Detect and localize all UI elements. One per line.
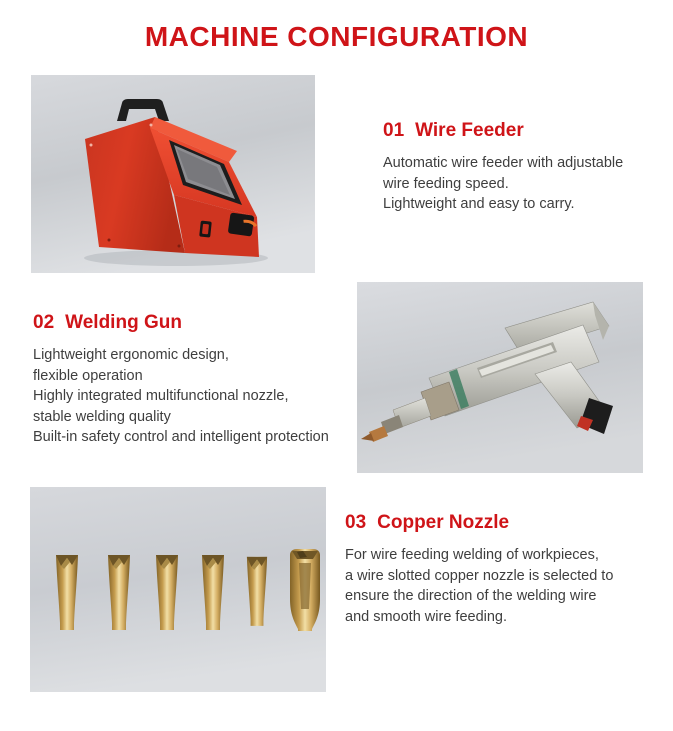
section-description — [383, 153, 661, 215]
section-welding-gun — [33, 311, 363, 448]
description-line: wire feeding speed. — [383, 175, 509, 192]
section-heading-welding-gun — [33, 311, 363, 335]
description-line: and smooth wire feeding. — [345, 608, 508, 625]
description-line: stable welding quality — [33, 408, 171, 425]
description-line: flexible operation — [33, 367, 143, 384]
section-description — [33, 345, 363, 448]
section-wire-feeder — [383, 119, 661, 215]
section-heading-wire-feeder — [383, 119, 661, 143]
section-number: 03 — [345, 512, 367, 533]
description-line: Lightweight ergonomic design, — [33, 347, 229, 363]
welding-gun-illustration — [357, 282, 643, 473]
section-heading-copper-nozzle — [345, 511, 660, 535]
section-description — [345, 545, 660, 627]
section-title: Wire Feeder — [415, 120, 524, 141]
section-number: 01 — [383, 120, 405, 141]
wire-feeder-photo — [31, 75, 315, 273]
description-line: For wire feeding welding of workpieces, — [345, 547, 599, 563]
section-title: Copper Nozzle — [377, 512, 510, 533]
wire-feeder-illustration — [31, 75, 315, 273]
description-line: Automatic wire feeder with adjustable — [383, 155, 624, 171]
section-copper-nozzle — [345, 511, 660, 627]
description-line: a wire slotted copper nozzle is selected to — [345, 567, 614, 584]
copper-nozzle-photo — [30, 487, 326, 692]
description-line: Lightweight and easy to carry. — [383, 196, 575, 212]
section-title: Welding Gun — [65, 312, 182, 333]
description-line: ensure the direction of the welding wire — [345, 588, 597, 604]
welding-gun-photo — [357, 282, 643, 473]
page-title: MACHINE CONFIGURATION — [144, 21, 529, 52]
description-line: Highly integrated multifunctional nozzle, — [33, 388, 289, 404]
copper-nozzle-illustration — [30, 487, 326, 692]
description-line: Built-in safety control and intelligent protection — [33, 429, 329, 445]
section-number: 02 — [33, 312, 55, 333]
